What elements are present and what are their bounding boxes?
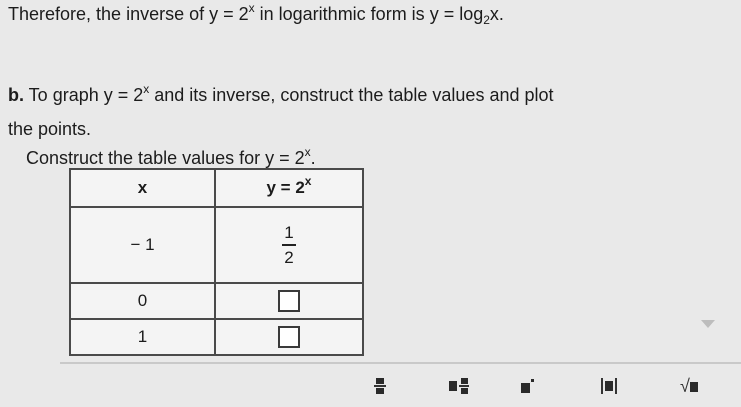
exponent-icon — [521, 379, 534, 393]
header-y-exp: x — [304, 174, 312, 188]
table-row — [70, 319, 363, 355]
cell-y — [215, 283, 363, 319]
cell-y — [215, 207, 363, 283]
cell-x: − 1 — [70, 207, 215, 283]
fraction-bar — [282, 244, 296, 246]
part-b-instruction — [8, 84, 554, 108]
mixed-number-tool-button[interactable] — [445, 372, 473, 400]
toolbar-divider — [60, 362, 741, 364]
base: 2 — [294, 148, 305, 168]
exponent: x — [143, 82, 150, 96]
sqrt-tool-button[interactable] — [676, 372, 702, 400]
construct-text: Construct the table values for — [26, 148, 266, 168]
base: 2 — [133, 85, 144, 105]
log-base: 2 — [483, 13, 490, 27]
equals: = — [218, 4, 239, 24]
absolute-value-tool-button[interactable] — [596, 372, 622, 400]
mixed-number-icon — [449, 378, 469, 394]
absolute-value-icon — [601, 378, 617, 394]
y-var: y — [265, 148, 275, 168]
cell-y — [215, 319, 363, 355]
y-var: y — [429, 4, 439, 24]
log-arg: x. — [489, 4, 504, 24]
fraction-tool-button[interactable] — [370, 372, 390, 400]
equals: = — [112, 85, 134, 105]
y-var: y — [103, 85, 113, 105]
table-row — [70, 283, 363, 319]
log-form-text: in logarithmic form is — [254, 4, 430, 24]
part-b-label: b. — [8, 85, 24, 105]
header-y — [215, 169, 363, 207]
answer-input[interactable] — [278, 290, 300, 312]
header-x: x — [70, 169, 215, 207]
numerator: 1 — [284, 223, 294, 242]
table-row — [70, 207, 363, 283]
cell-x: 1 — [70, 319, 215, 355]
answer-input[interactable] — [278, 326, 300, 348]
cell-x: 0 — [70, 283, 215, 319]
period: . — [310, 148, 316, 168]
denominator: 2 — [284, 248, 294, 267]
log-text: log — [459, 4, 484, 24]
inverse-statement — [8, 3, 504, 27]
sqrt-icon — [680, 376, 698, 397]
values-table — [69, 168, 364, 356]
fraction-icon — [374, 378, 386, 394]
part-b-instruction-cont: the points. — [8, 119, 92, 139]
inverse-text: Therefore, the inverse of — [8, 4, 210, 24]
part-b-text: and its inverse, construct the table values and plot — [149, 85, 554, 105]
table-header-row — [70, 169, 363, 207]
sqrt-symbol: √ — [680, 375, 690, 396]
header-y-text: y = 2 — [266, 178, 305, 197]
equals: = — [438, 4, 460, 24]
equals: = — [274, 148, 295, 168]
base: 2 — [238, 4, 249, 24]
exponent: x — [304, 145, 311, 159]
exponent-tool-button[interactable] — [516, 372, 538, 400]
scroll-indicator-icon — [701, 320, 715, 328]
fraction — [282, 223, 296, 267]
y-var: y — [209, 4, 219, 24]
part-b-text: To graph — [24, 85, 104, 105]
exponent: x — [248, 1, 255, 15]
